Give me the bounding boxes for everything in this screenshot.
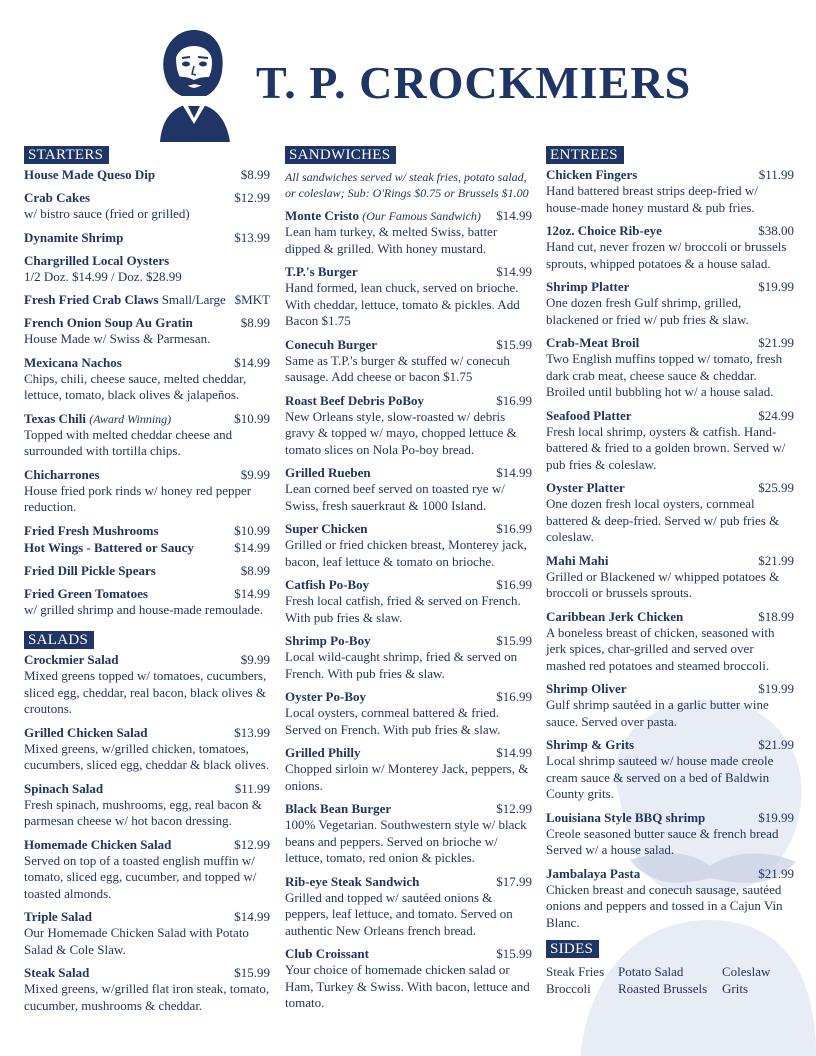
item-description: Local shrimp sauteed w/ house made creole cream sauce & served on a bed of Baldwin County grits. — [546, 753, 774, 801]
menu-item — [285, 264, 532, 330]
item-name: Crab-Meat Broil — [546, 335, 640, 350]
item-description: 1/2 Doz. $14.99 / Doz. $28.99 — [24, 268, 182, 284]
item-name: Shrimp Oliver — [546, 681, 627, 696]
item-description: Topped with melted cheddar cheese and surrounded with tortilla chips. — [24, 426, 233, 458]
item-price: $10.99 — [234, 410, 270, 426]
menu-item — [24, 563, 270, 579]
item-price: $13.99 — [234, 229, 270, 245]
item-price: $15.99 — [496, 633, 532, 648]
item-name: Grilled Philly — [285, 745, 361, 760]
side-item: Potato Salad — [618, 964, 684, 979]
item-name: Oyster Platter — [546, 480, 625, 495]
item-tag: (Our Famous Sandwich) — [362, 209, 481, 223]
item-name: Spinach Salad — [24, 780, 104, 796]
sides-list — [546, 963, 794, 997]
item-price: $21.99 — [758, 865, 794, 881]
menu-item — [285, 946, 532, 1012]
item-price: $15.99 — [234, 965, 270, 980]
menu-item — [546, 279, 794, 328]
item-price: $15.99 — [496, 946, 532, 961]
section-heading-sides: SIDES — [546, 940, 599, 958]
item-price: $16.99 — [496, 577, 532, 592]
section-heading-entrees: ENTREES — [546, 146, 624, 164]
item-name: House Made Queso Dip — [24, 167, 156, 182]
menu-item — [546, 609, 794, 675]
item-description: Chicken breast and conecuh sausage, sautéed onions and peppers and tossed in a Cajun Vin Blanc. — [546, 881, 783, 930]
item-name: Monte Cristo — [285, 208, 360, 223]
column-left — [24, 146, 270, 1014]
menu-item — [24, 586, 270, 619]
side-item: Steak Fries — [546, 964, 605, 979]
item-name: Shrimp & Grits — [546, 737, 635, 752]
item-description: Grilled or Blackened w/ whipped potatoes & broccoli or brussels sprouts. — [546, 568, 780, 600]
item-name: Black Bean Burger — [285, 801, 392, 816]
item-name: Louisiana Style BBQ shrimp — [546, 809, 706, 825]
item-description: Grilled or fried chicken breast, Monterey jack, bacon, leaf lettuce & tomato on brioche. — [285, 537, 527, 569]
item-name: Shrimp Po-Boy — [285, 633, 371, 648]
item-description: Fresh spinach, mushrooms, egg, real bacon & parmesan cheese w/ hot bacon dressing. — [24, 796, 262, 828]
item-description: Fresh local catfish, fried & served on French. With pub fries & slaw. — [285, 593, 521, 625]
salads-list — [24, 652, 270, 1014]
item-description: Local oysters, cornmeal battered & fried. Served on French. With pub fries & slaw. — [285, 705, 501, 737]
item-name: Oyster Po-Boy — [285, 689, 366, 704]
item-name: Jambalaya Pasta — [546, 865, 641, 881]
item-name: Roast Beef Debris PoBoy — [285, 392, 425, 408]
item-name: Mexicana Nachos — [24, 354, 122, 370]
menu-item — [24, 167, 270, 183]
item-description: Hand battered breast strips deep-fried w/ house-made honey mustard & pub fries. — [546, 183, 758, 215]
item-description: Lean corned beef served on toasted rye w/ Swiss, fresh sauerkraut & 1000 Island. — [285, 481, 505, 513]
item-description: Our Homemade Chicken Salad with Potato Salad & Cole Slaw. — [24, 925, 249, 957]
item-price: $21.99 — [758, 335, 794, 350]
item-description: Creole seasoned butter sauce & french bread Served w/ a house salad. — [546, 825, 779, 857]
item-name: Crab Cakes — [24, 190, 91, 205]
item-name-wrap — [285, 208, 481, 224]
item-name: Mahi Mahi — [546, 552, 609, 568]
menu-item — [285, 745, 532, 794]
item-tag: (Award Winning) — [89, 411, 172, 426]
column-middle — [285, 146, 532, 1012]
section-heading-salads: SALADS — [24, 631, 94, 649]
item-name: 12oz. Choice Rib-eye — [546, 223, 662, 238]
item-description: w/ grilled shrimp and house-made remoulade. — [24, 601, 263, 617]
entrees-list — [546, 167, 794, 931]
item-price: $9.99 — [240, 652, 270, 667]
menu-item — [24, 467, 270, 516]
item-name: Hot Wings - Battered or Saucy — [24, 539, 194, 555]
side-item: Roasted Brussels — [618, 981, 708, 996]
menu-item — [24, 411, 270, 460]
item-description: Your choice of homemade chicken salad or Ham, Turkey & Swiss. With bacon, lettuce and tomato. — [285, 962, 530, 1010]
item-description: A boneless breast of chicken, seasoned with jerk spices, char-grilled and served over mashed red potatoes and steamed broccoli. — [546, 624, 775, 673]
item-name: Rib-eye Steak Sandwich — [285, 873, 420, 889]
item-price: $25.99 — [758, 480, 794, 495]
item-price: $14.99 — [234, 909, 270, 924]
item-price: $12.99 — [234, 836, 270, 852]
item-description: Mixed greens, w/grilled flat iron steak, tomato, cucumber, mushrooms & cheddar. — [24, 981, 270, 1013]
item-name: Grilled Rueben — [285, 465, 371, 480]
starters-list — [24, 167, 270, 618]
item-price: $13.99 — [234, 724, 270, 740]
item-name: French Onion Soup Au Gratin — [24, 315, 193, 330]
item-description: House Made w/ Swiss & Parmesan. — [24, 331, 211, 346]
menu-item — [546, 810, 794, 859]
section-heading-starters: STARTERS — [24, 146, 109, 164]
item-price: $10.99 — [234, 522, 270, 538]
item-price: $MKT — [234, 292, 270, 307]
item-description: House fried pork rinds w/ honey red pepper reduction. — [24, 482, 252, 514]
item-price: $14.99 — [234, 354, 270, 370]
item-name: Steak Salad — [24, 965, 90, 980]
menu-item — [285, 874, 532, 940]
item-name: T.P.'s Burger — [285, 264, 358, 279]
restaurant-name: T. P. CROCKMIERS — [256, 57, 692, 108]
item-size: Small/Large — [161, 292, 226, 307]
item-name: Chicharrones — [24, 466, 100, 482]
item-description: Mixed greens topped w/ tomatoes, cucumbers, sliced egg, cheddar, real bacon, black olives & croutons. — [24, 668, 267, 716]
menu-item — [24, 230, 270, 246]
side-item: Broccoli — [546, 981, 591, 996]
menu-item — [546, 167, 794, 216]
item-name: Fried Dill Pickle Spears — [24, 562, 156, 578]
menu-item — [24, 965, 270, 1014]
item-price: $14.99 — [234, 539, 270, 555]
item-description: Served on top of a toasted english muffin w/ tomato, sliced egg, cucumber, and topped w/ toasted almonds. — [24, 852, 257, 901]
menu-item — [285, 208, 532, 257]
menu-item — [24, 315, 270, 348]
menu-item — [546, 681, 794, 730]
item-name-wrap — [24, 411, 171, 427]
menu-item — [546, 553, 794, 602]
item-name: Chargrilled Local Oysters — [24, 252, 170, 268]
item-description: Lean ham turkey, & melted Swiss, batter dipped & grilled. With honey mustard. — [285, 224, 498, 256]
item-price: $8.99 — [240, 315, 270, 330]
menu-item — [546, 335, 794, 401]
mustached-man-portrait-icon — [142, 20, 242, 142]
item-description: One dozen fresh local oysters, cornmeal battered & deep-fried. Served w/ pub fries & coleslaw. — [546, 496, 780, 544]
item-description: Hand formed, lean chuck, served on brioche. With cheddar, lettuce, tomato & pickles. Add Bacon $1.75 — [285, 280, 520, 328]
item-name: Triple Salad — [24, 909, 93, 924]
item-price: $8.99 — [240, 167, 270, 182]
item-name: Fresh Fried Crab Claws — [24, 292, 159, 307]
side-item: Coleslaw — [722, 964, 771, 979]
item-price: $12.99 — [234, 190, 270, 205]
item-name: Catfish Po-Boy — [285, 577, 370, 592]
item-price: $18.99 — [758, 608, 794, 624]
menu-item — [546, 223, 794, 272]
menu-item — [546, 866, 794, 932]
item-price: $14.99 — [496, 465, 532, 480]
item-name: Club Croissant — [285, 946, 369, 961]
item-price: $14.99 — [496, 264, 532, 279]
column-right — [546, 146, 794, 997]
item-description: Local wild-caught shrimp, fried & served on French. With pub fries & slaw. — [285, 649, 518, 681]
item-price: $38.00 — [758, 223, 794, 238]
menu-item — [285, 577, 532, 626]
item-price: $16.99 — [496, 689, 532, 704]
menu-item — [285, 521, 532, 570]
item-description: Same as T.P.'s burger & stuffed w/ conecuh sausage. Add cheese or bacon $1.75 — [285, 352, 510, 384]
item-name: Homemade Chicken Salad — [24, 836, 172, 852]
menu-item — [285, 393, 532, 459]
side-item: Grits — [722, 981, 748, 996]
menu-item — [285, 633, 532, 682]
item-price: $11.99 — [758, 167, 794, 182]
menu-item — [24, 292, 270, 308]
item-description: Chopped sirloin w/ Monterey Jack, peppers, & onions. — [285, 761, 529, 793]
item-description: One dozen fresh Gulf shrimp, grilled, blackened or fried w/ pub fries & slaw. — [546, 295, 749, 327]
item-description: New Orleans style, slow-roasted w/ debris gravy & topped w/ mayo, chopped lettuce & tomato slices on Nola Po-boy bread. — [285, 408, 517, 457]
menu-item — [24, 523, 270, 539]
item-description: 100% Vegetarian. Southwestern style w/ black beans and peppers. Served on brioche w/ lettuce, tomato, red onion & pickles. — [285, 817, 527, 865]
item-name: Super Chicken — [285, 521, 368, 536]
item-name: Caribbean Jerk Chicken — [546, 608, 684, 624]
menu-item — [24, 725, 270, 774]
item-name: Dynamite Shrimp — [24, 229, 124, 245]
menu-item — [285, 801, 532, 867]
item-price: $19.99 — [758, 809, 794, 825]
item-price: $15.99 — [496, 336, 532, 352]
item-description: Grilled and topped w/ sautéed onions & peppers, leaf lettuce, and tomato. Served on authentic New Orleans french bread. — [285, 889, 513, 938]
menu-item — [546, 408, 794, 474]
menu-item — [24, 253, 270, 286]
item-name: Seafood Platter — [546, 407, 632, 423]
item-description: Fresh local shrimp, oysters & catfish. Hand-battered & fried to a golden brown. Served w/ pub fries & coleslaw. — [546, 423, 786, 472]
item-price: $14.99 — [496, 208, 532, 223]
item-price: $9.99 — [240, 466, 270, 482]
item-price: $19.99 — [758, 279, 794, 294]
item-name-wrap — [24, 292, 226, 308]
menu-header — [0, 0, 816, 140]
sandwiches-list — [285, 208, 532, 1012]
item-price: $21.99 — [758, 737, 794, 752]
menu-item — [285, 465, 532, 514]
menu-item — [24, 909, 270, 958]
menu-item — [24, 190, 270, 223]
item-name: Fried Fresh Mushrooms — [24, 522, 159, 538]
item-price: $11.99 — [234, 780, 270, 796]
item-name: Conecuh Burger — [285, 336, 378, 352]
section-heading-sandwiches: SANDWICHES — [285, 146, 396, 164]
item-price: $21.99 — [758, 552, 794, 568]
menu-item — [24, 652, 270, 718]
item-description: Two English muffins topped w/ tomato, fresh dark crab meat, cheese sauce & cheddar. Broiled until bubbling hot w/ a house salad. — [546, 351, 783, 399]
item-name: Chicken Fingers — [546, 167, 638, 182]
item-description: Hand cut, never frozen w/ broccoli or brussels sprouts, whipped potatoes & a house salad. — [546, 239, 787, 271]
item-name: Fried Green Tomatoes — [24, 585, 148, 601]
item-price: $24.99 — [758, 407, 794, 423]
menu-item — [24, 540, 270, 556]
item-price: $8.99 — [240, 562, 270, 578]
menu-item — [285, 689, 532, 738]
menu-item — [285, 337, 532, 386]
item-name: Texas Chili — [24, 410, 87, 426]
menu-item — [24, 781, 270, 830]
menu-item — [24, 837, 270, 903]
item-price: $16.99 — [496, 392, 532, 408]
item-description: Gulf shrimp sautéed in a garlic butter wine sauce. Served over pasta. — [546, 697, 769, 729]
item-price: $19.99 — [758, 681, 794, 696]
item-name: Shrimp Platter — [546, 279, 630, 294]
item-name: Crockmier Salad — [24, 652, 119, 667]
menu-item — [546, 480, 794, 546]
item-price: $14.99 — [234, 585, 270, 601]
menu-item — [24, 355, 270, 404]
item-price: $14.99 — [496, 745, 532, 760]
menu-item — [546, 737, 794, 803]
item-description: Chips, chili, cheese sauce, melted cheddar, lettuce, tomato, black olives & jalapeños. — [24, 370, 247, 402]
sandwiches-note: All sandwiches served w/ steak fries, potato salad, or coleslaw; Sub: O'Rings $0.75 or Brussels $1.00 — [285, 170, 529, 200]
item-description: w/ bistro sauce (fried or grilled) — [24, 206, 190, 221]
item-price: $16.99 — [496, 521, 532, 536]
item-description: Mixed greens, w/grilled chicken, tomatoes, cucumbers, sliced egg, cheddar & black olives. — [24, 740, 270, 772]
item-price: $17.99 — [496, 873, 532, 889]
item-name: Grilled Chicken Salad — [24, 724, 148, 740]
item-price: $12.99 — [496, 801, 532, 816]
